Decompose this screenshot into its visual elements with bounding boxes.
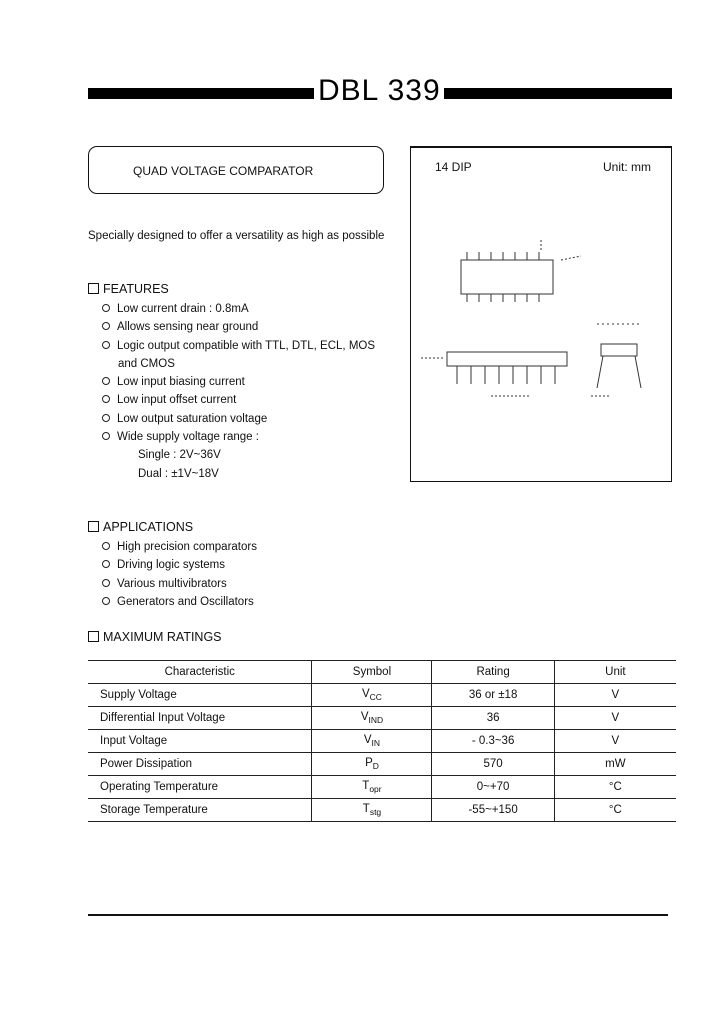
- applications-list: [102, 538, 257, 611]
- bullet-circle-icon: [102, 304, 110, 312]
- cell-rating: 36 or ±18: [432, 684, 554, 707]
- bullet-circle-icon: [102, 560, 110, 568]
- bullet-circle-icon: [102, 542, 110, 550]
- dip-outline-drawing: [411, 148, 671, 482]
- col-rating: Rating: [432, 661, 554, 684]
- package-drawing-box: [410, 146, 672, 482]
- cell-characteristic: Power Dissipation: [88, 753, 312, 776]
- checkbox-square-icon: [88, 631, 99, 642]
- bullet-circle-icon: [102, 597, 110, 605]
- subtitle-box: [88, 146, 384, 194]
- table-row: [88, 730, 676, 753]
- feature-item: Low output saturation voltage: [102, 410, 375, 428]
- bullet-circle-icon: [102, 579, 110, 587]
- application-item: Generators and Oscillators: [102, 593, 257, 611]
- supply-single: Single : 2V~36V: [138, 449, 221, 462]
- bullet-circle-icon: [102, 377, 110, 385]
- cell-rating: - 0.3~36: [432, 730, 554, 753]
- bullet-circle-icon: [102, 432, 110, 440]
- cell-unit: V: [554, 730, 676, 753]
- cell-unit: °C: [554, 776, 676, 799]
- cell-symbol: $V_{IN}$: [312, 730, 432, 753]
- bullet-circle-icon: [102, 395, 110, 403]
- application-item: Various multivibrators: [102, 575, 257, 593]
- table-header-row: [88, 661, 676, 684]
- cell-symbol: $V_{IND}$: [312, 707, 432, 730]
- checkbox-square-icon: [88, 521, 99, 532]
- cell-characteristic: Supply Voltage: [88, 684, 312, 707]
- cell-unit: V: [554, 684, 676, 707]
- feature-item: Low input offset current: [102, 391, 375, 409]
- feature-item: Wide supply voltage range :: [102, 428, 375, 446]
- cell-symbol: $T_{stg}$: [312, 799, 432, 822]
- feature-item: Allows sensing near ground: [102, 318, 375, 336]
- cell-unit: V: [554, 707, 676, 730]
- features-heading: FEATURES: [88, 282, 169, 296]
- table-row: [88, 799, 676, 822]
- document-title: DBL 339: [318, 74, 441, 107]
- intro-text: Specially designed to offer a versatility as high as possible: [88, 230, 385, 242]
- col-symbol: Symbol: [312, 661, 432, 684]
- bullet-circle-icon: [102, 341, 110, 349]
- cell-symbol: $T_{opr}$: [312, 776, 432, 799]
- features-list: [102, 300, 375, 483]
- cell-rating: 0~+70: [432, 776, 554, 799]
- cell-characteristic: Operating Temperature: [88, 776, 312, 799]
- bullet-circle-icon: [102, 414, 110, 422]
- application-item: High precision comparators: [102, 538, 257, 556]
- footer-rule: [88, 914, 668, 916]
- package-label: 14 DIP: [435, 160, 472, 174]
- cell-symbol: $P_D$: [312, 753, 432, 776]
- application-item: Driving logic systems: [102, 556, 257, 574]
- cell-characteristic: Storage Temperature: [88, 799, 312, 822]
- feature-item-continuation: and CMOS: [118, 357, 175, 370]
- ratings-heading: MAXIMUM RATINGS: [88, 630, 222, 644]
- cell-rating: 570: [432, 753, 554, 776]
- feature-item: Low input biasing current: [102, 373, 375, 391]
- table-row: [88, 753, 676, 776]
- col-characteristic: Characteristic: [88, 661, 312, 684]
- header-bar-right: [444, 88, 672, 99]
- feature-item: Logic output compatible with TTL, DTL, ECL, MOS: [102, 337, 375, 355]
- header-bar-left: [88, 88, 314, 99]
- bullet-circle-icon: [102, 322, 110, 330]
- cell-characteristic: Input Voltage: [88, 730, 312, 753]
- cell-rating: -55~+150: [432, 799, 554, 822]
- table-row: [88, 684, 676, 707]
- cell-symbol: $V_{CC}$: [312, 684, 432, 707]
- cell-characteristic: Differential Input Voltage: [88, 707, 312, 730]
- subtitle-text: QUAD VOLTAGE COMPARATOR: [133, 164, 314, 178]
- cell-unit: mW: [554, 753, 676, 776]
- supply-dual: Dual : ±1V~18V: [138, 467, 219, 480]
- table-row: [88, 707, 676, 730]
- col-unit: Unit: [554, 661, 676, 684]
- cell-unit: °C: [554, 799, 676, 822]
- checkbox-square-icon: [88, 283, 99, 294]
- cell-rating: 36: [432, 707, 554, 730]
- applications-heading: APPLICATIONS: [88, 520, 193, 534]
- feature-item: Low current drain : 0.8mA: [102, 300, 375, 318]
- ratings-table: [88, 660, 676, 822]
- package-unit: Unit: mm: [603, 160, 651, 174]
- table-row: [88, 776, 676, 799]
